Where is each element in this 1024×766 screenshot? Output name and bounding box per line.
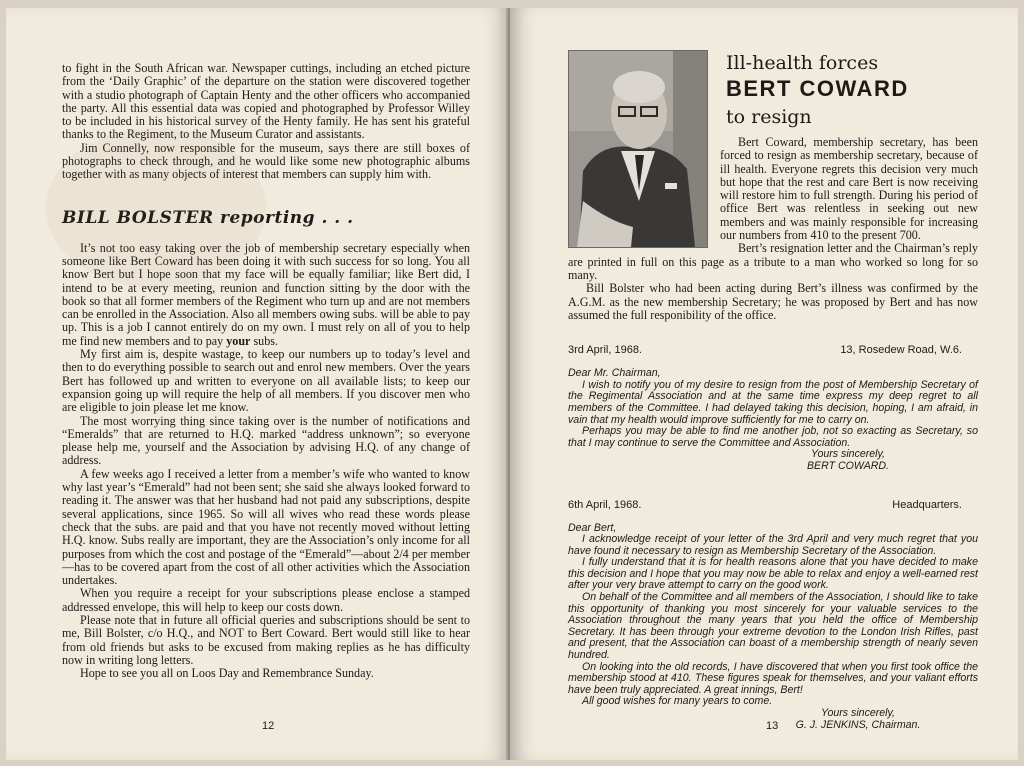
- portrait-photo: [568, 50, 708, 248]
- left-page: [6, 8, 510, 760]
- section-title: BILL BOLSTER reporting . . .: [62, 207, 354, 228]
- letter-paragraph: On looking into the old records, I have discovered that when you first took office the membership stood at 410. These figures speak for themselves, and your valiant efforts have been truly appreciated. A great innings, Bert!: [568, 660, 978, 696]
- bolster-paragraph: The most worrying thing since taking over is the number of notifications and “Emeralds” that are returned to H.Q. marked “address unknown”; so everyone please help me, yourself and the Association by advising H.Q. of any change of address.: [62, 413, 470, 468]
- bolster-paragraph: My first aim is, despite wastage, to keep our numbers up to today’s level and then to do everything possible to search out and enrol new members. Over the years Bert has followed up and written to everyone on all available lists; to keep our expansion going up will require the help of all members. If you discover men who are eligible to join please let me know.: [62, 347, 470, 415]
- portrait-photo-icon: [569, 51, 707, 247]
- right-page: [510, 8, 1018, 760]
- intro-paragraph: Bert Coward, membership secretary, has been forced to resign as membership secretary, because of ill health. Everyone regrets this decision very much but hope that the rest and care Bert is now receiving will restore him to full strength. During his period of office Bert was relentless in seeking out new members and was mainly responsible for increasing our numbers from 410 to the present 700.: [720, 135, 978, 243]
- letter-address: Headquarters.: [892, 498, 962, 511]
- letter-closing: Yours sincerely,: [821, 707, 895, 719]
- letter-address: 13, Rosedew Road, W.6.: [840, 344, 962, 357]
- letter-paragraph: I acknowledge receipt of your letter of the 3rd April and very much regret that you have found it necessary to resign as Membership Secretary of the Association.: [568, 533, 978, 557]
- bolster-paragraph: Please note that in future all official queries and subscriptions should be sent to me, Bill Bolster, c/o H.Q., and NOT to Bert Coward. Bert would still like to hear from old friends but asks to be excused from making replies as he has difficulty now in writing long letters.: [62, 612, 470, 667]
- letter-date: 6th April, 1968.: [568, 498, 642, 511]
- headline-line1: Ill-health forces: [726, 52, 879, 74]
- bolster-paragraph: Hope to see you all on Loos Day and Remembrance Sunday.: [80, 666, 374, 681]
- letter-paragraph: I wish to notify you of my desire to resign from the post of Membership Secretary of the Regimental Association and at the same time express my deep regret to all members of the Committee. I had delayed taking this decision, hoping, I am afraid, in vain that my health would improve sufficiently for me to carry on.: [568, 378, 978, 426]
- bold-word: your: [226, 333, 251, 348]
- headline-name: BERT COWARD: [726, 76, 909, 101]
- museum-paragraph: Jim Connelly, now responsible for the museum, says there are still boxes of photographs to check through, and he would like some new photographic albums together with as many objects of interest that members can supply him with.: [62, 140, 470, 182]
- letter-closing: Yours sincerely,: [811, 448, 885, 461]
- page-number: 12: [262, 720, 275, 732]
- letter-salutation: Dear Bert,: [568, 521, 617, 534]
- letter-salutation: Dear Mr. Chairman,: [568, 367, 661, 380]
- letter-paragraph: On behalf of the Committee and all members of the Association, I should like to take this opportunity of thanking you most sincerely for your valuable services to the Association throughout the many years that you held the office of Membership Secretary. It has been through your extreme devotion to the London Irish Rifles, past and present, that the Association can boast of a membership strength of nearly seven hundred.: [568, 591, 978, 662]
- letter-paragraph: I fully understand that it is for health reasons alone that you have decided to make this decision and I hope that you may now be able to relax and enjoy a well-earned rest after your very brave attempt to carry on the good work.: [568, 556, 978, 592]
- letter-date: 3rd April, 1968.: [568, 344, 642, 357]
- chairman-reply: [568, 499, 978, 732]
- bolster-paragraph: It’s not too easy taking over the job of membership secretary especially when someone like Bert Coward has been doing it with such success for so long. You all know Bert but I hope soon that my face will be equally familiar; like Bert did, I intend to be at every meeting, reunion and function sitting by the door with the book so that all former members of the Regiment who turn up and are not members can be enrolled in the Association. Also all members owing subs. will be able to pay up. This is a job I cannot entirely do on my own. I must rely on all of you to help me find new members and to pay your subs.: [62, 240, 470, 348]
- resignation-letter: [568, 344, 978, 472]
- intro-paragraph: Bill Bolster who had been acting during Bert’s illness was confirmed by the A.G.M. as the new membership Secretary; he was proposed by Bert and has now assumed the full responibility of the office.: [568, 281, 978, 322]
- letter-paragraph: Perhaps you may be able to find me another job, not so exacting as Secretary, so that I may continue to serve the Committee and Association.: [568, 425, 978, 449]
- letter-signature: BERT COWARD.: [806, 459, 889, 472]
- letter-dateline: [568, 499, 978, 511]
- page-number: 13: [766, 720, 779, 732]
- bolster-paragraph: When you require a receipt for your subscriptions please enclose a stamped addressed envelope, this will help to keep our costs down.: [62, 586, 470, 614]
- letter-signature: G. J. JENKINS, Chairman.: [795, 718, 921, 731]
- bolster-paragraph: A few weeks ago I received a letter from a member’s wife who wanted to know why last year’s “Emerald” had not been sent; she said she always looked forward to reading it. The answer was that her husband had not paid any subscriptions, despite several applications, since 1965. So will all wives who read these words please check that the subs. are paid and that you have not recently moved without letting H.Q. know. Subs really are important, they are the Association’s only income for all purposes from which the cost and postage of the “Emerald”—about 2/4 per member—has to be covered apart from the cost of all other activities which the Association undertakes.: [62, 466, 470, 588]
- article-header: [720, 50, 978, 136]
- continuation-paragraph: to fight in the South African war. Newspaper cuttings, including an etched picture from the ‘Daily Graphic’ of the departure on the station were discovered together with a studio photograph of Captain Henty and the other officers who accompanied the party. All this essential data was copied and photographed by Professor Willey to be included in his historical survey of the Henty family. He has sent his grateful thanks to the Regiment, to the Museum Curator and assistants.: [62, 61, 470, 142]
- headline-line3: to resign: [726, 106, 812, 128]
- letter-paragraph: All good wishes for many years to come.: [582, 695, 773, 708]
- intro-paragraph: Bert’s resignation letter and the Chairman’s reply are printed in full on this page as a tribute to a man who worked so long for so many.: [568, 241, 978, 282]
- letter-dateline: [568, 344, 978, 356]
